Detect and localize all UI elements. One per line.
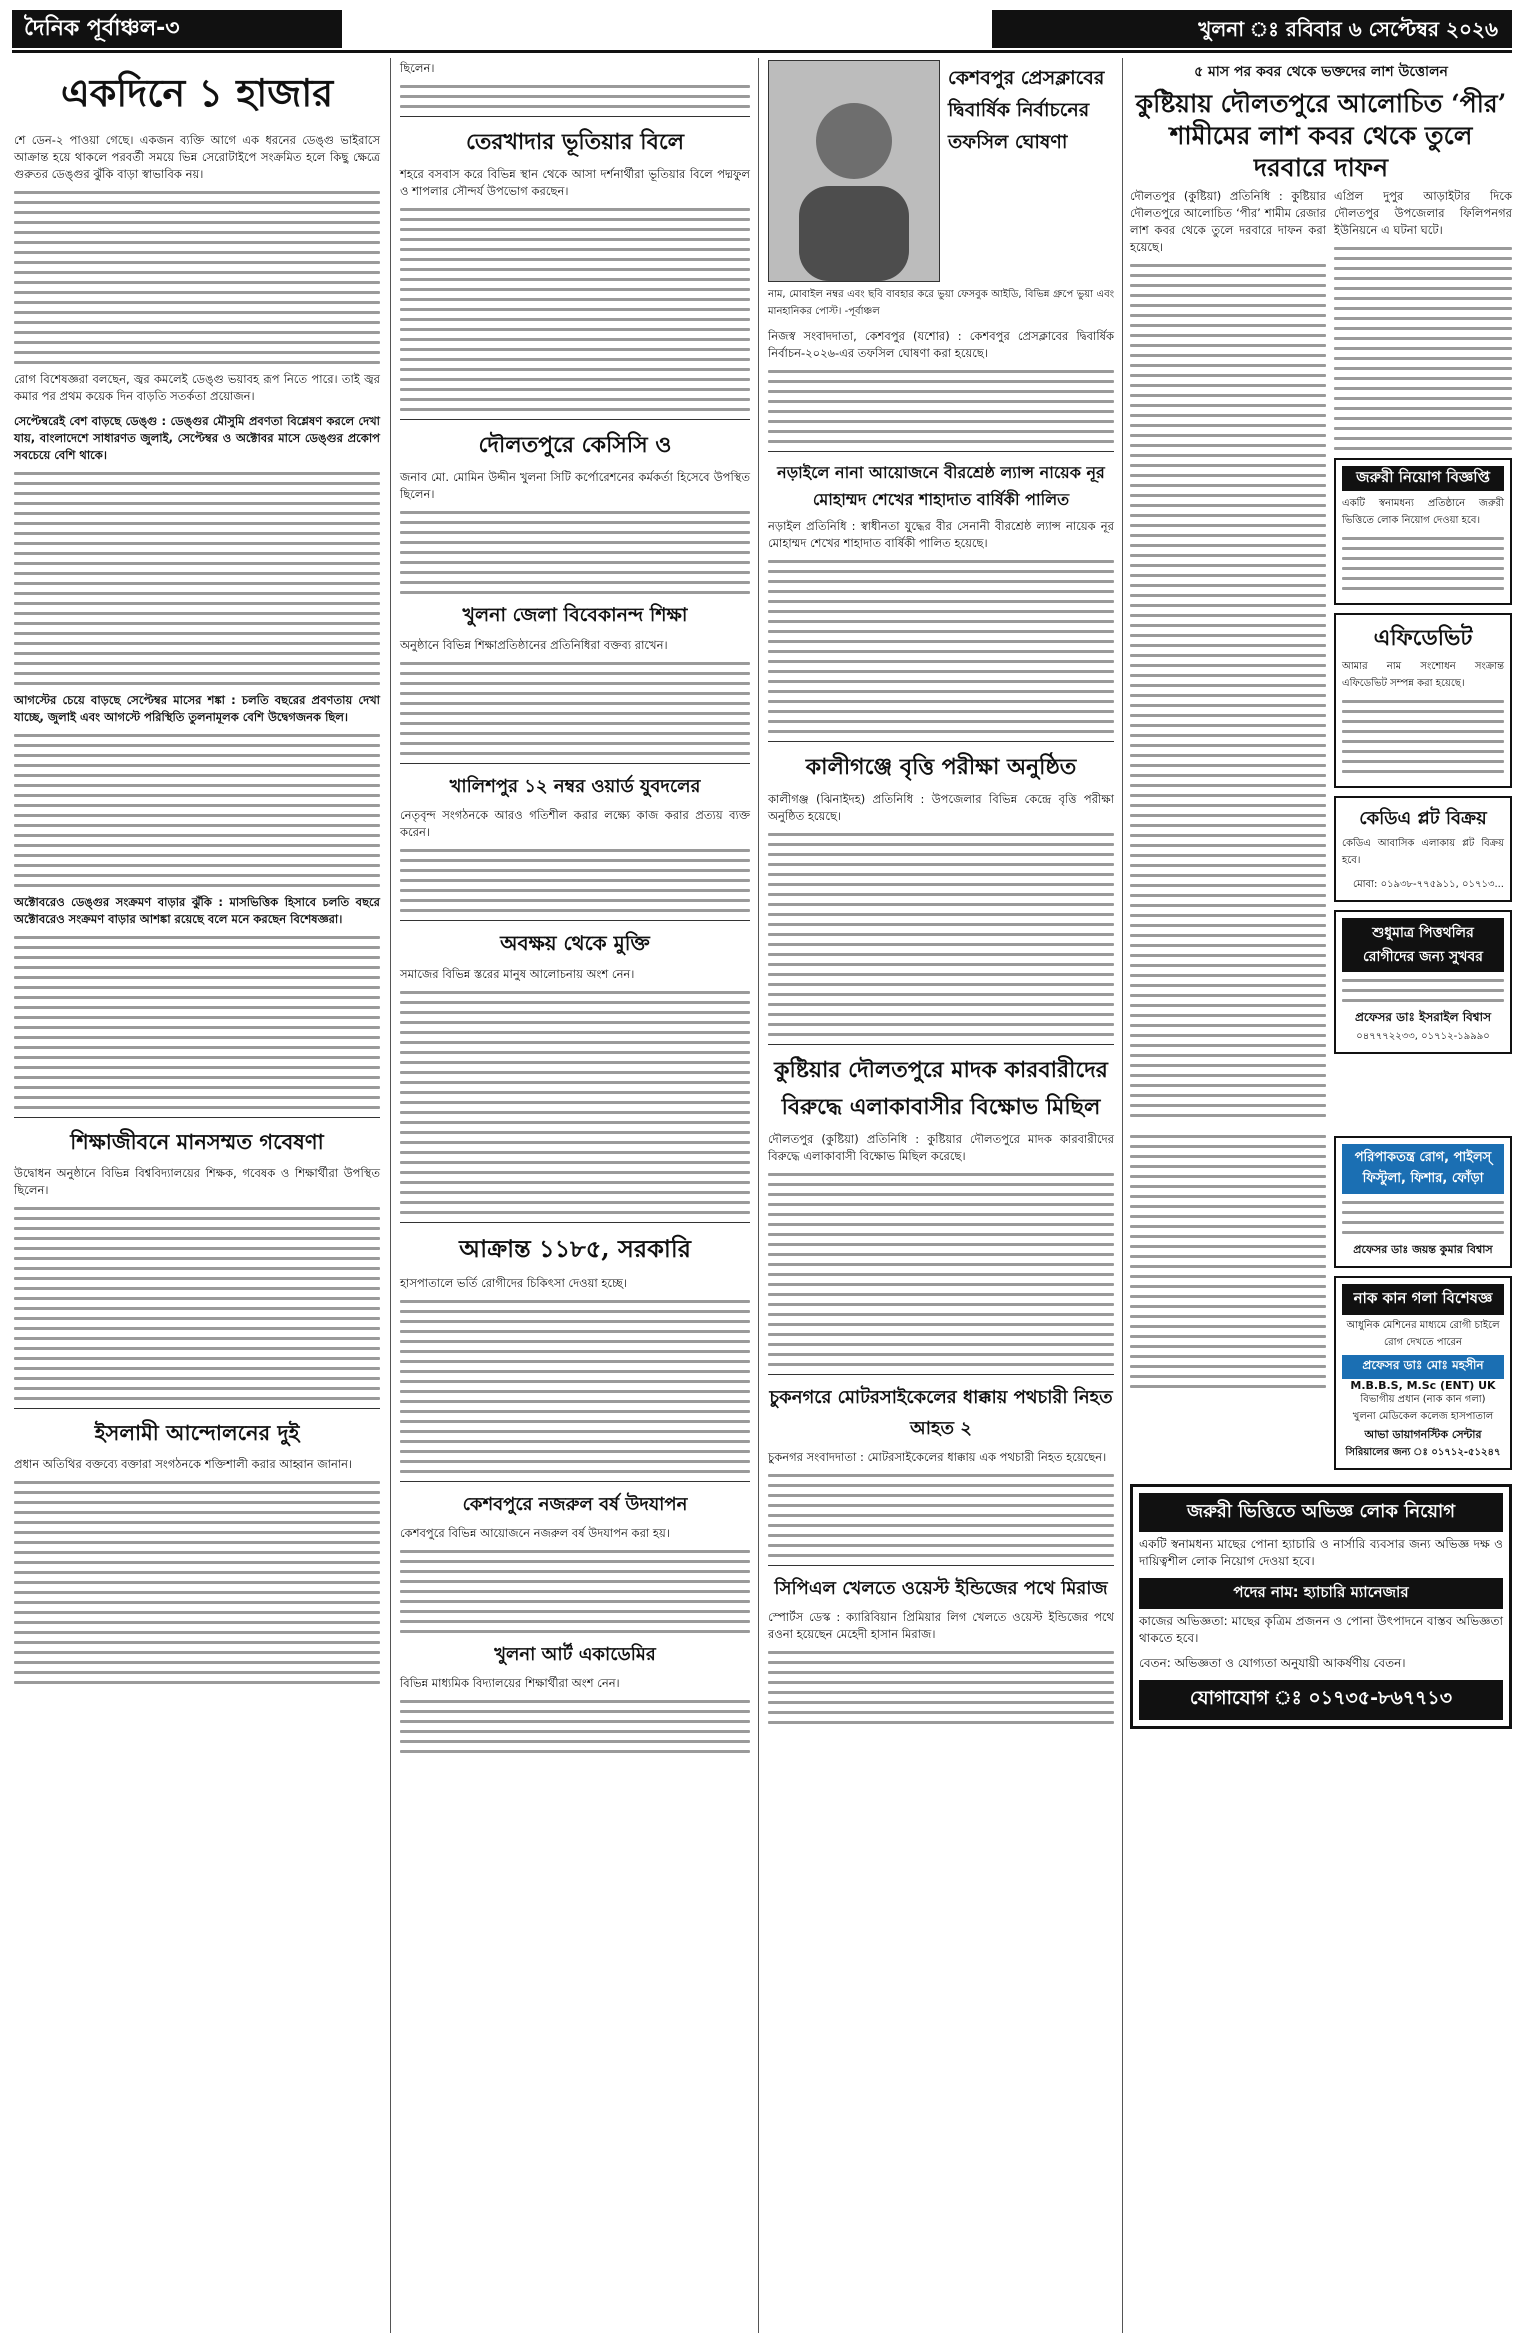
headline-terokhada: তেরখাদার ভূতিয়ার বিলে [465,129,685,155]
ad-affidavit [1334,613,1512,788]
text-block [400,662,750,755]
text-block [14,1481,380,1684]
newspaper-page-label: দৈনিক পূর্বাঞ্চল-৩ [12,10,342,48]
article-text: নিজস্ব সংবাদদাতা, কেশবপুর (যশোর) : কেশবপুর প্রেসক্লাবের দ্বিবার্ষিক নির্বাচন-২০২৬-এর তফসিল ঘোষণা করা হয়েছে। [768,329,1114,360]
ad-kda-plot [1334,796,1512,902]
ad-ent-phone: সিরিয়ালের জন্য ঃ ০১৭১২-৫১২৪৭ [1345,1447,1501,1458]
ad-hatchery-title: জরুরী ভিত্তিতে অভিজ্ঞ লোক নিয়োগ [1139,1493,1503,1532]
article-text: চুকনগর সংবাদদাতা : মোটরসাইকেলের ধাক্কায় এক পথচারী নিহত হয়েছেন। [768,1450,1107,1464]
column-3 [768,60,1114,1731]
headline-decay: অবক্ষয় থেকে মুক্তি [500,931,650,955]
article-text: এপ্রিল দুপুর আড়াইটার দিকে দৌলতপুর উপজেলার ফিলিপনগর ইউনিয়নে এ ঘটনা ঘটে। [1334,189,1512,237]
text-block [768,560,1114,733]
ad-ent-center: আভা ডায়াগনস্টিক সেন্টার [1364,1428,1482,1441]
column-rule [1122,58,1123,2333]
headline-narail: নড়াইলে নানা আয়োজনে বীরশ্রেষ্ঠ ল্যান্স নায়েক নূর মোহাম্মদ শেখের শাহাদাত বার্ষিকী পালিত [777,463,1105,509]
headline-art-academy: খুলনা আর্ট একাডেমির [494,1644,656,1665]
article-text: শে ডেন-২ পাওয়া গেছে। একজন ব্যক্তি আগে এক ধরনের ডেঙ্গু ভাইরাসে আক্রান্ত হয়ে থাকলে পরবর্তী সময়ে ভিন্ন সেরোটাইপে সংক্রমিত হলে কিছু ক্ষেত্রে গুরুতর ডেঙ্গুর ঝুঁকি বাড়া স্বাভাবিক নয়। [14,133,380,181]
text-block [14,1207,380,1400]
text-block [14,936,380,1109]
article-text: দৌলতপুর (কুষ্টিয়া) প্রতিনিধি : কুষ্টিয়ার দৌলতপুরে আলোচিত ‘পীর’ শামীম রেজার লাশ কবর থেকে তুলে দরবারে দাফন করা হয়েছে। [1130,189,1326,254]
article-text: জনাব মো. মোমিন উদ্দীন খুলনা সিটি কর্পোরেশনের কর্মকর্তা হিসেবে উপস্থিত ছিলেন। [400,470,750,501]
ad-kda-phone: মোবা: ০১৯৩৮-৭৭৫৯১১, ০১৭১৩... [1353,879,1504,890]
text-block [400,85,750,108]
text-block [14,734,380,887]
text-block [400,849,750,912]
ad-hatchery-contact: যোগাযোগ ঃ ০১৭৩৫-৮৬৭৭১৩ [1139,1680,1503,1720]
text-block [400,1300,750,1473]
headline-dengue: একদিনে ১ হাজার [60,70,334,115]
page-header [12,10,1512,50]
article-text: দৌলতপুর (কুষ্টিয়া) প্রতিনিধি : কুষ্টিয়ার দৌলতপুরে মাদক কারবারীদের বিরুদ্ধে এলাকাবাসী বিক্ষোভ মিছিল করেছে। [768,1132,1114,1163]
headline-pir-shamim: কুষ্টিয়ায় দৌলতপুরে আলোচিত ‘পীর’ শামীমের লাশ কবর থেকে তুলে দরবারে দাফন [1135,89,1507,182]
ad-hatchery-text: একটি স্বনামধন্য মাছের পোনা হ্যাচারি ও নার্সারি ব্যবসার জন্য অভিজ্ঞ দক্ষ ও দায়িত্বশীল লোক নিয়োগ দেওয়া হবে। [1139,1537,1503,1568]
headline-chuknagar: চুকনগরে মোটরসাইকেলের ধাক্কায় পথচারী নিহত আহত ২ [769,1387,1113,1439]
article-text: নেতৃবৃন্দ সংগঠনকে আরও গতিশীল করার লক্ষ্যে কাজ করার প্রত্যয় ব্যক্ত করেন। [400,808,750,839]
ad-kda-title: কেডিএ প্লট বিক্রয় [1359,808,1487,829]
text-block [14,191,380,364]
column-4 [1130,60,1512,1737]
ad-hatchery-post: পদের নাম: হ্যাচারি ম্যানেজার [1139,1578,1503,1609]
article-subhead: অক্টোবরেও ডেঙ্গুর সংক্রমণ বাড়ার ঝুঁকি : মাসভিত্তিক হিসাবে চলতি বছরে অক্টোবরেও সংক্রমণ বাড়ার আশঙ্কা রয়েছে বলে মনে করছেন বিশেষজ্ঞরা। [14,895,380,926]
text-block [400,1700,750,1753]
article-text: নড়াইল প্রতিনিধি : স্বাধীনতা যুদ্ধের বীর সেনানী বীরশ্রেষ্ঠ ল্যান্স নায়েক নূর মোহাম্মদ শেখের শাহাদাত বার্ষিকী পালিত হয়েছে। [768,519,1114,550]
column-rule [758,58,759,2333]
ad-ent [1334,1276,1512,1470]
ad-affidavit-text: আমার নাম সংশোধন সংক্রান্ত এফিডেভিট সম্পন্ন করা হয়েছে। [1342,661,1504,689]
article-text: রোগ বিশেষজ্ঞরা বলছেন, জ্বর কমলেই ডেঙ্গু ভয়াবহ রূপ নিতে পারে। তাই জ্বর কমার পর প্রথম কয়েক দিন বাড়তি সতর্কতা প্রয়োজন। [14,372,380,403]
text-block [1334,247,1512,450]
article-text: সমাজের বিভিন্ন স্তরের মানুষ আলোচনায় অংশ নেন। [400,967,635,981]
ad-piles-title: পরিপাকতন্ত্র রোগ, পাইলস্ ফিস্টুলা, ফিশার, ফোঁড়া [1342,1144,1504,1194]
column-rule [390,58,391,2333]
kicker: ৫ মাস পর কবর থেকে ভক্তদের লাশ উত্তোলন [1194,64,1448,80]
portrait-photo [768,60,940,282]
headline-khalishpur: খালিশপুর ১২ নম্বর ওয়ার্ড যুবদলের [449,776,701,797]
ad-jobs-title: জরুরী নিয়োগ বিজ্ঞপ্তি [1342,466,1504,491]
ad-hatchery [1130,1484,1512,1729]
headline-nazrul: কেশবপুরে নজরুল বর্ষ উদযাপন [462,1494,688,1515]
ad-ent-degree: M.B.B.S, M.Sc (ENT) UK [1350,1379,1496,1392]
article-text: বিভিন্ন মাধ্যমিক বিদ্যালয়ের শিক্ষার্থীরা অংশ নেন। [400,1676,620,1690]
header-rule [12,50,1512,53]
ad-ent-doctor: প্রফেসর ডাঃ মোঃ মহসীন [1342,1355,1504,1379]
headline-daulatpur-protest: কুষ্টিয়ার দৌলতপুরে মাদক কারবারীদের বিরুদ্ধে এলাকাবাসীর বিক্ষোভ মিছিল [774,1057,1108,1120]
article-text: ছিলেন। [400,61,435,75]
headline-research: শিক্ষাজীবনে মানসম্মত গবেষণা [70,1129,324,1154]
ad-gallstone-title: শুধুমাত্র পিত্তথলির রোগীদের জন্য সুখবর [1342,918,1504,972]
ad-kda-text: কেডিএ আবাসিক এলাকায় প্লট বিক্রয় হবে। [1342,838,1504,866]
text-block [14,472,380,685]
column-1 [14,60,380,1691]
headline-kcc: দৌলতপুরে কেসিসি ও [478,432,672,458]
ad-ent-title: নাক কান গলা বিশেষজ্ঞ [1342,1284,1504,1315]
article-subhead: সেপ্টেম্বরেই বেশ বাড়ছে ডেঙ্গু : ডেঙ্গুর মৌসুমি প্রবণতা বিশ্লেষণ করলে দেখা যায়, বাংলাদেশে সাধারণত জুলাই, সেপ্টেম্বর ও অক্টোবর মাসে ডেঙ্গুর প্রকোপ সবচেয়ে বেশি থাকে। [14,414,380,462]
headline-kaliganj: কালীগঞ্জে বৃত্তি পরীক্ষা অনুষ্ঠিত [805,754,1077,780]
ad-gallstone-doctor: প্রফেসর ডাঃ ইসরাইল বিশ্বাস [1354,1010,1492,1024]
ad-jobs-text: একটি স্বনামধন্য প্রতিষ্ঠানে জরুরী ভিত্তিতে লোক নিয়োগ দেওয়া হবে। [1342,498,1504,526]
article-subhead: আগস্টের চেয়ে বাড়ছে সেপ্টেম্বর মাসের শঙ্কা : চলতি বছরের প্রবণতায় দেখা যাচ্ছে, জুলাই এবং আগস্টে পরিস্থিতি তুলনামূলক বেশি উদ্বেগজনক ছিল। [14,693,380,724]
ad-hatchery-req: কাজের অভিজ্ঞতা: মাছের কৃত্রিম প্রজনন ও পোনা উৎপাদনে বাস্তব অভিজ্ঞতা থাকতে হবে। [1139,1614,1503,1645]
ad-gallstone [1334,910,1512,1054]
article-text: হাসপাতালে ভর্তি রোগীদের চিকিৎসা দেওয়া হচ্ছে। [400,1276,628,1290]
text-block [1130,1135,1326,1388]
ad-ent-hospital: খুলনা মেডিকেল কলেজ হাসপাতাল [1352,1411,1494,1422]
text-block [768,1173,1114,1366]
text-block [400,1550,750,1633]
portrait-photo-icon [769,61,939,281]
text-block [768,370,1114,443]
ad-piles-doctor: প্রফেসর ডাঃ জয়ন্ত কুমার বিশ্বাস [1353,1243,1493,1256]
article-text: শহরে বসবাস করে বিভিন্ন স্থান থেকে আসা দর্শনার্থীরা ভূতিয়ার বিলে পদ্মফুল ও শাপলার সৌন্দর্য উপভোগ করছেন। [400,167,750,198]
ad-jobs [1334,458,1512,605]
article-text: কালীগঞ্জ (ঝিনাইদহ) প্রতিনিধি : উপজেলার বিভিন্ন কেন্দ্রে বৃত্তি পরীক্ষা অনুষ্ঠিত হয়েছে। [768,792,1114,823]
issue-date: খুলনা ঃ রবিবার ৬ সেপ্টেম্বর ২০২৬ [992,10,1512,48]
headline-islami: ইসলামী আন্দোলনের দুই [94,1420,300,1445]
article-text: প্রধান অতিথির বক্তব্যে বক্তারা সংগঠনকে শক্তিশালী করার আহ্বান জানান। [14,1457,353,1471]
ad-hatchery-pay: বেতন: অভিজ্ঞতা ও যোগ্যতা অনুযায়ী আকর্ষণীয় বেতন। [1139,1656,1406,1670]
text-block [768,1651,1114,1724]
article-text: অনুষ্ঠানে বিভিন্ন শিক্ষাপ্রতিষ্ঠানের প্রতিনিধিরা বক্তব্য রাখেন। [400,638,668,652]
article-text: উদ্বোধন অনুষ্ঠানে বিভিন্ন বিশ্ববিদ্যালয়ের শিক্ষক, গবেষক ও শিক্ষার্থীরা উপস্থিত ছিলেন। [14,1166,380,1197]
article-text: কেশবপুরে বিভিন্ন আয়োজনে নজরুল বর্ষ উদযাপন করা হয়। [400,1526,670,1540]
text-block [400,208,750,411]
ad-piles [1334,1136,1512,1268]
ad-affidavit-title: এফিডেভিট [1373,625,1473,651]
text-block [1130,264,1326,1117]
headline-infected: আক্রান্ত ১১৮৫, সরকারি [459,1234,691,1263]
headline-vivekananda: খুলনা জেলা বিবেকানন্দ শিক্ষা [462,604,688,626]
article-text: স্পোর্টস ডেস্ক : ক্যারিবিয়ান প্রিমিয়ার লিগ খেলতে ওয়েস্ট ইন্ডিজের পথে রওনা হয়েছেন মেহেদী হাসান মিরাজ। [768,1610,1114,1641]
photo-caption: নাম, মোবাইল নম্বর এবং ছবি বাবহার করে ভুয়া ফেসবুক আইডি, বিভিন্ন গ্রুপে ভুয়া এবং মানহানিকর পোস্ট। -পূর্বাঞ্চল [768,289,1114,317]
headline-miraz: সিপিএল খেলতে ওয়েস্ট ইন্ডিজের পথে মিরাজ [774,1578,1108,1599]
text-block [768,833,1114,1036]
text-block [768,1474,1114,1557]
ad-ent-role: বিভাগীয় প্রধান (নাক কান গলা) [1360,1394,1486,1405]
ad-gallstone-phone: ০৪৭৭৭২২৩৩, ০১৭১২-১৯৯৯০ [1356,1031,1490,1042]
text-block [400,511,750,594]
column-2 [400,60,750,1760]
headline-keshabpur-press: কেশবপুর প্রেসক্লাবের দ্বিবার্ষিক নির্বাচনের তফসিল ঘোষণা [948,67,1105,153]
text-block [400,991,750,1214]
ad-ent-subtitle: আধুনিক মেশিনের মাধ্যমে রোগী চাইলে রোগ দেখতে পারেন [1346,1320,1500,1348]
